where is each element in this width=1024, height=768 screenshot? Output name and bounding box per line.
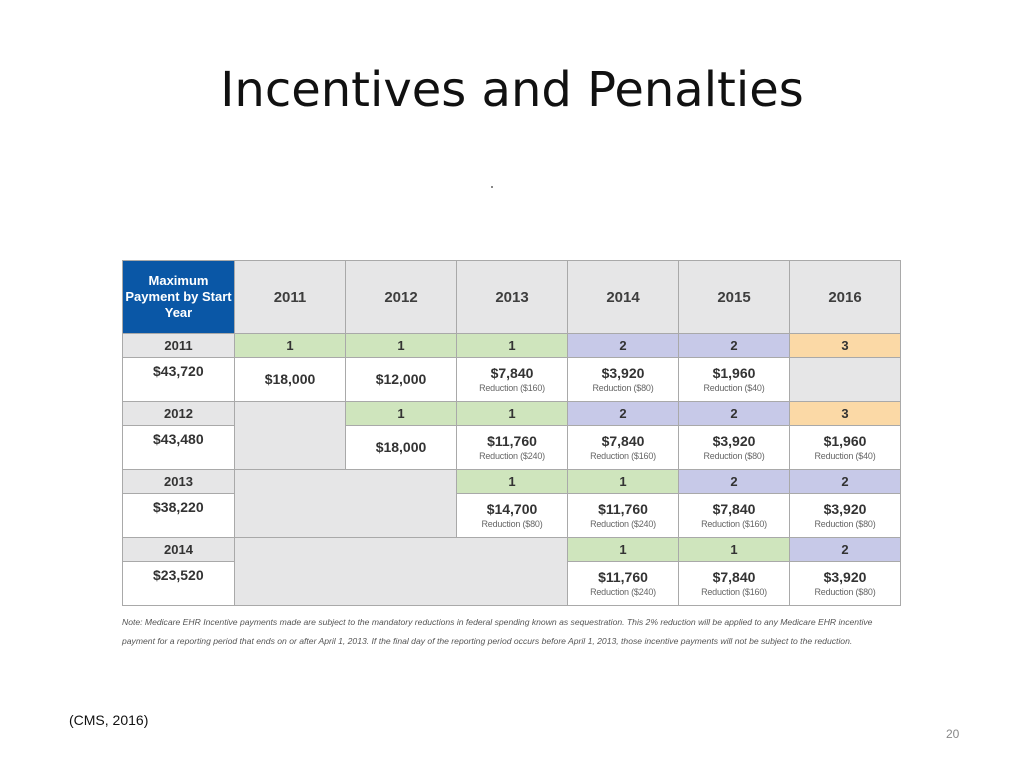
max-payment-value: $43,480 <box>123 426 235 470</box>
tier-cell: 2 <box>790 470 901 494</box>
year-header: 2016 <box>790 261 901 334</box>
reduction-text: Reduction ($160) <box>701 519 767 529</box>
incentive-table <box>122 260 901 606</box>
tier-cell: 2 <box>679 470 790 494</box>
payment-cell <box>679 358 790 402</box>
payment-amount: $11,760 <box>598 501 648 517</box>
tier-cell: 1 <box>457 470 568 494</box>
tier-row <box>123 538 901 562</box>
payment-amount: $11,760 <box>487 433 537 449</box>
payment-cell <box>790 494 901 538</box>
payment-amount: $3,920 <box>712 433 756 449</box>
tier-cell: 2 <box>679 402 790 426</box>
tier-cell: 3 <box>790 334 901 358</box>
reduction-text: Reduction ($80) <box>592 383 654 393</box>
tier-cell: 1 <box>346 334 457 358</box>
tier-cell: 3 <box>790 402 901 426</box>
start-year-label: 2012 <box>123 402 235 426</box>
reduction-text: Reduction ($80) <box>481 519 543 529</box>
payment-amount: $12,000 <box>375 371 427 387</box>
payment-cell <box>457 426 568 470</box>
payment-cell <box>568 426 679 470</box>
reduction-text: Reduction ($240) <box>479 451 545 461</box>
payment-cell <box>346 358 457 402</box>
payment-row <box>123 358 901 402</box>
reduction-text: Reduction ($160) <box>701 587 767 597</box>
year-header: 2012 <box>346 261 457 334</box>
payment-cell <box>790 562 901 606</box>
reduction-text: Reduction ($80) <box>703 451 765 461</box>
reduction-text: Reduction ($40) <box>703 383 765 393</box>
payment-amount: $7,840 <box>712 569 756 585</box>
payment-amount: $18,000 <box>264 371 316 387</box>
payment-cell <box>679 494 790 538</box>
tier-cell: 2 <box>568 334 679 358</box>
citation: (CMS, 2016) <box>69 712 149 728</box>
payment-cell <box>568 358 679 402</box>
tier-row <box>123 334 901 358</box>
tier-cell: 1 <box>568 538 679 562</box>
payment-amount: $14,700 <box>486 501 538 517</box>
tier-cell: 1 <box>235 334 346 358</box>
tier-cell: 2 <box>790 538 901 562</box>
payment-cell <box>457 358 568 402</box>
header-row <box>123 261 901 334</box>
empty-block <box>235 470 457 538</box>
page-number: 20 <box>946 727 960 741</box>
stray-dot <box>491 186 493 188</box>
payment-cell <box>679 562 790 606</box>
empty-block <box>235 402 346 470</box>
reduction-text: Reduction ($160) <box>590 451 656 461</box>
start-year-label: 2014 <box>123 538 235 562</box>
payment-cell <box>568 494 679 538</box>
reduction-text: Reduction ($240) <box>590 519 656 529</box>
reduction-text: Reduction ($80) <box>814 519 876 529</box>
tier-cell: 1 <box>457 402 568 426</box>
payment-cell <box>457 494 568 538</box>
payment-amount: $1,960 <box>823 433 867 449</box>
payment-amount: $3,920 <box>823 569 867 585</box>
payment-cell <box>346 426 457 470</box>
max-payment-value: $43,720 <box>123 358 235 402</box>
payment-amount: $18,000 <box>375 439 427 455</box>
slide-title: Incentives and Penalties <box>220 62 804 118</box>
reduction-text: Reduction ($80) <box>814 587 876 597</box>
year-header: 2015 <box>679 261 790 334</box>
payment-amount: $7,840 <box>601 433 645 449</box>
tier-row <box>123 470 901 494</box>
tier-cell: 2 <box>679 334 790 358</box>
tier-cell: 2 <box>568 402 679 426</box>
year-header: 2013 <box>457 261 568 334</box>
reduction-text: Reduction ($160) <box>479 383 545 393</box>
tier-row <box>123 402 901 426</box>
payment-amount: $1,960 <box>712 365 756 381</box>
year-header: 2011 <box>235 261 346 334</box>
year-header: 2014 <box>568 261 679 334</box>
max-payment-value: $38,220 <box>123 494 235 538</box>
max-payment-value: $23,520 <box>123 562 235 606</box>
tier-cell: 1 <box>457 334 568 358</box>
payment-amount: $3,920 <box>601 365 645 381</box>
payment-amount: $3,920 <box>823 501 867 517</box>
reduction-text: Reduction ($40) <box>814 451 876 461</box>
payment-amount: $11,760 <box>598 569 648 585</box>
payment-cell <box>679 426 790 470</box>
payment-amount: $7,840 <box>490 365 534 381</box>
start-year-label: 2013 <box>123 470 235 494</box>
max-payment-header: Maximum Payment by Start Year <box>123 261 235 334</box>
tier-cell: 1 <box>346 402 457 426</box>
payment-cell <box>235 358 346 402</box>
start-year-label: 2011 <box>123 334 235 358</box>
payment-cell <box>568 562 679 606</box>
payment-cell <box>790 426 901 470</box>
tier-cell: 1 <box>568 470 679 494</box>
empty-block <box>235 538 568 606</box>
payment-amount: $7,840 <box>712 501 756 517</box>
tier-cell: 1 <box>679 538 790 562</box>
sequestration-note: Note: Medicare EHR Incentive payments made are subject to the mandatory reductions in federal spending known as sequestration. This 2% reduction will be applied to any Medicare EHR incentive payment for a reporting period that ends on or after April 1, 2013. If the final day of the reporting period occurs before April 1, 2013, those incentive payments will not be subject to the reduction. <box>122 617 873 646</box>
reduction-text: Reduction ($240) <box>590 587 656 597</box>
payment-cell <box>790 358 901 402</box>
